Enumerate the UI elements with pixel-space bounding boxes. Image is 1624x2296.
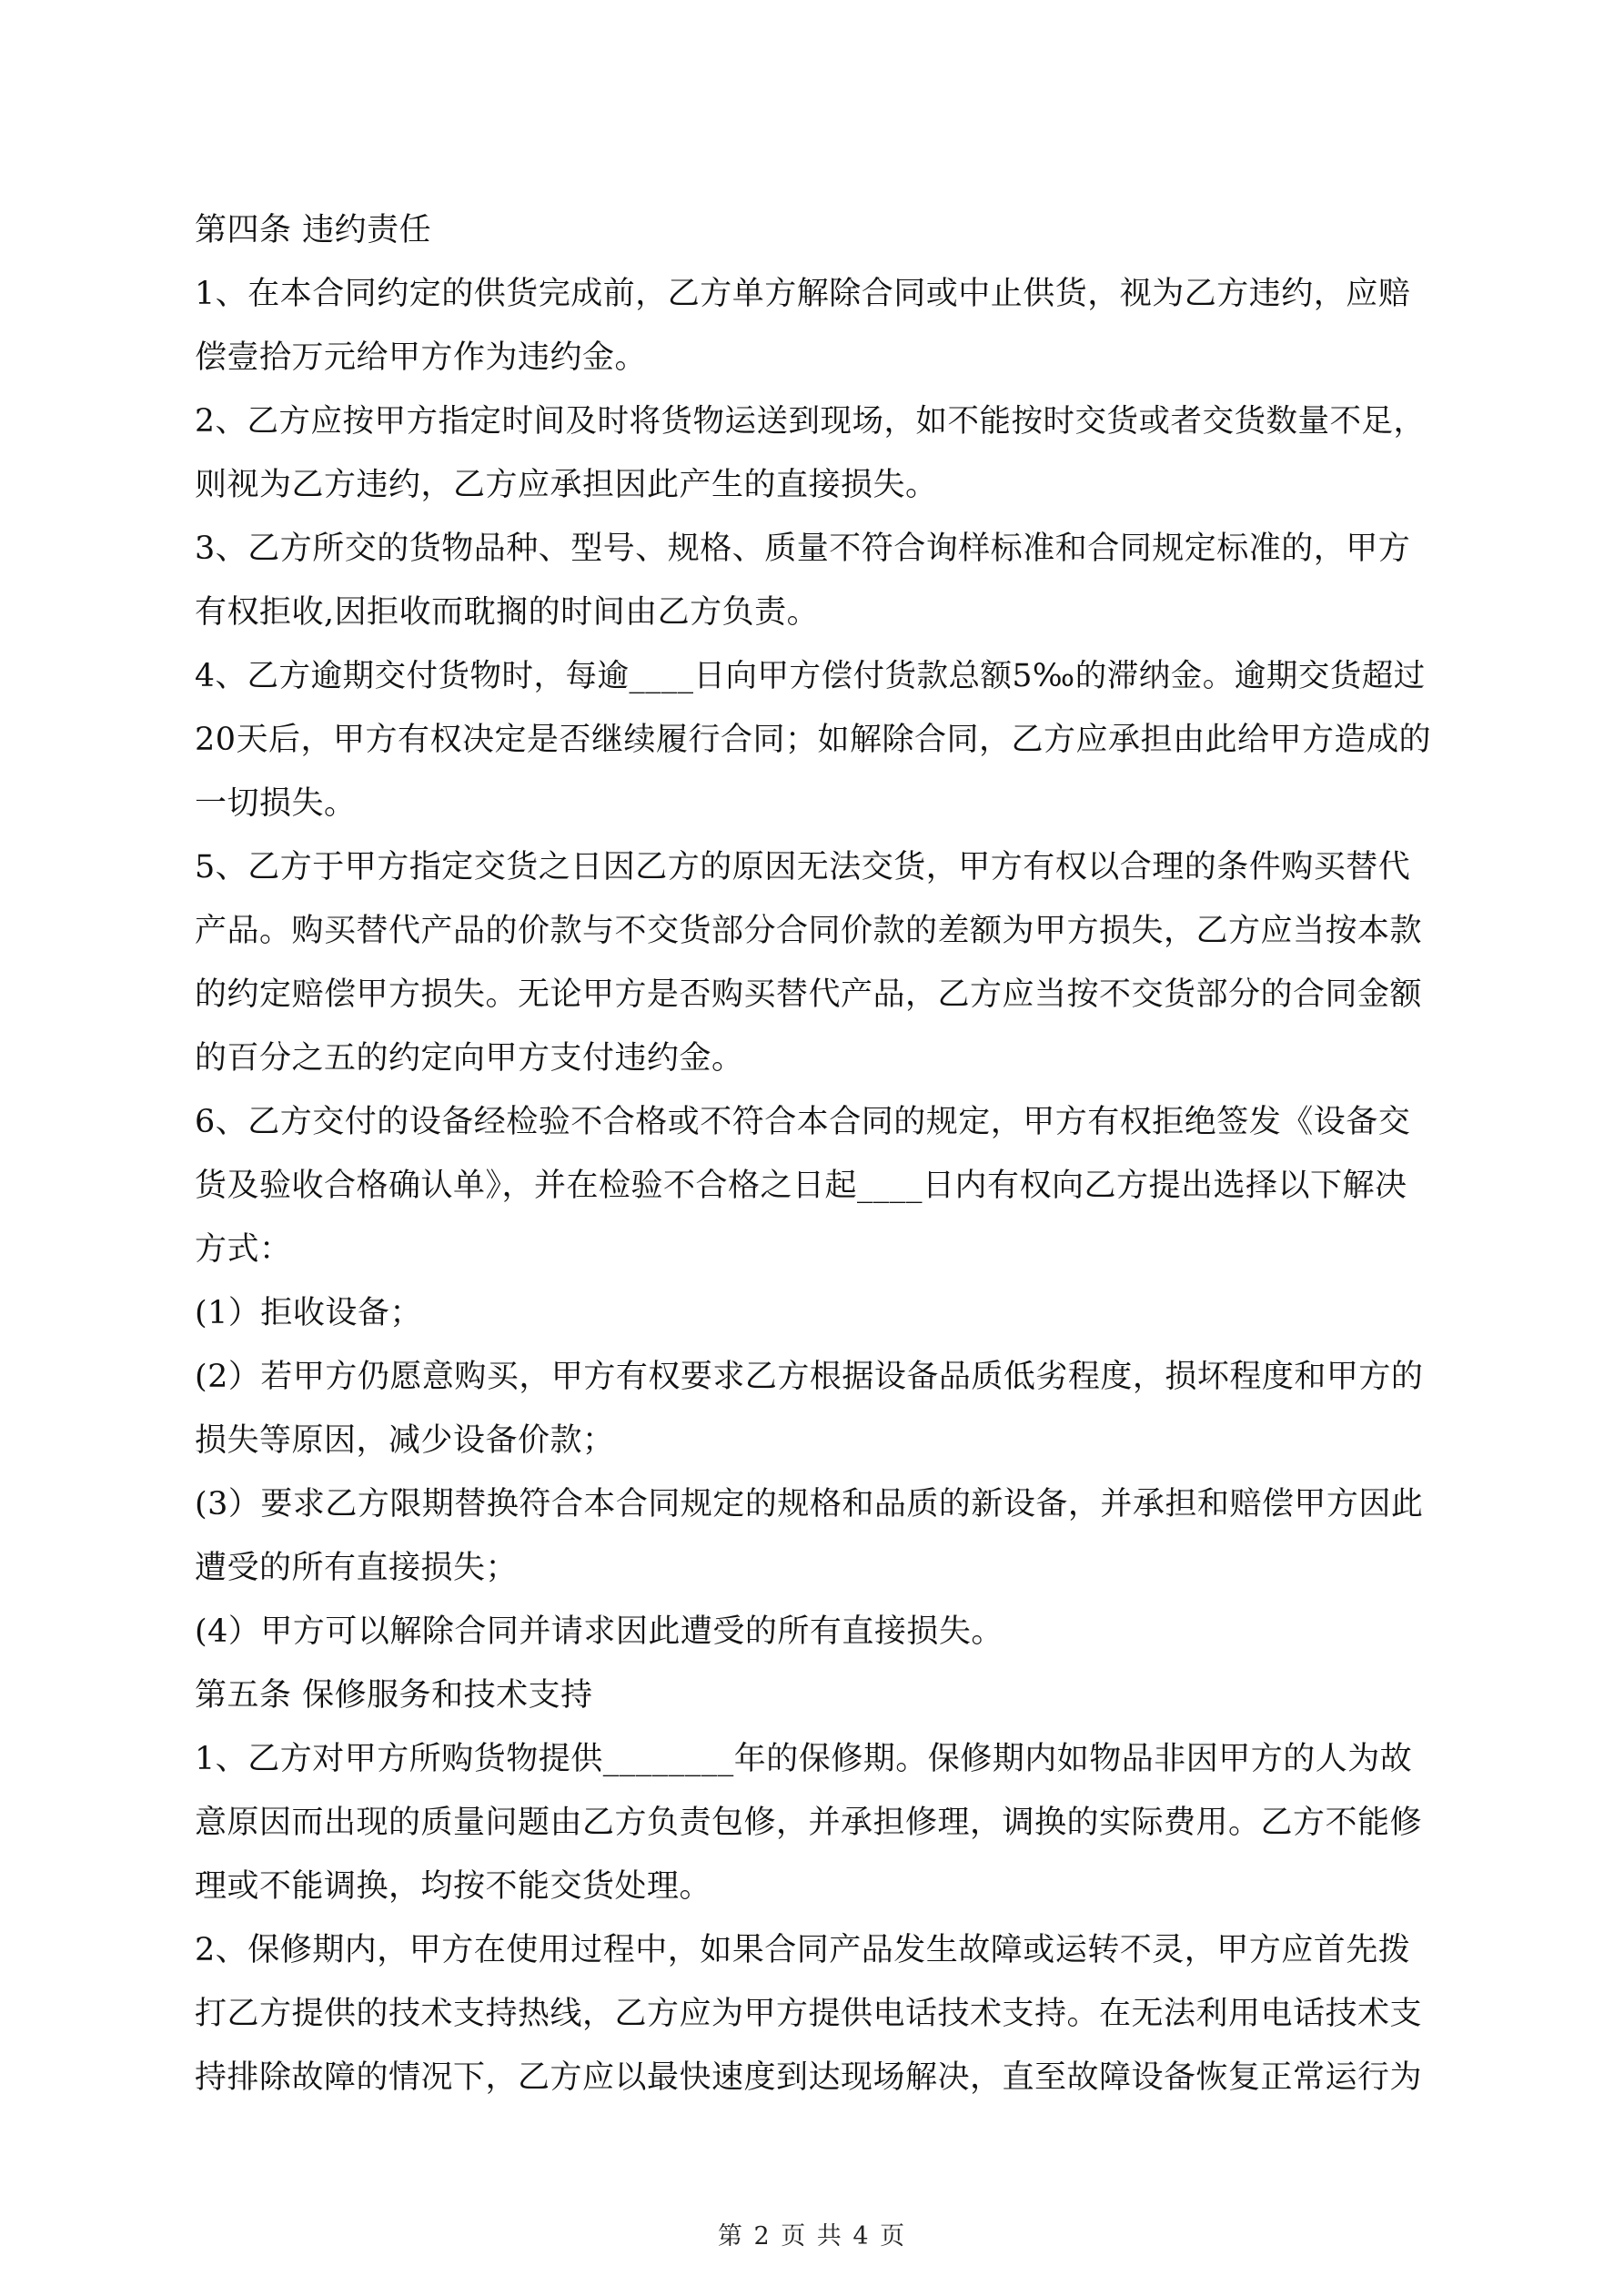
text-line: 打乙方提供的技术支持热线，乙方应为甲方提供电话技术支持。在无法利用电话技术支 — [195, 1996, 1423, 2032]
document-body — [195, 198, 1432, 2109]
text-line: 1、乙方对甲方所购货物提供________年的保修期。保修期内如物品非因甲方的人为故 — [195, 1741, 1413, 1777]
text-line: (2）若甲方仍愿意购买，甲方有权要求乙方根据设备品质低劣程度，损坏程度和甲方的 — [195, 1359, 1424, 1395]
text-line: 偿壹拾万元给甲方作为违约金。 — [195, 339, 648, 376]
text-line: 则视为乙方违约，乙方应承担因此产生的直接损失。 — [195, 467, 938, 503]
text-line: 5、乙方于甲方指定交货之日因乙方的原因无法交货，甲方有权以合理的条件购买替代 — [195, 849, 1411, 885]
text-line: (4）甲方可以解除合同并请求因此遭受的所有直接损失。 — [195, 1613, 1004, 1650]
text-line: 货及验收合格确认单》，并在检验不合格之日起____日内有权向乙方提出选择以下解决 — [195, 1168, 1407, 1204]
text-line: 2、保修期内，甲方在使用过程中，如果合同产品发生故障或运转不灵，甲方应首先拨 — [195, 1932, 1411, 1968]
text-line: 有权拒收,因拒收而耽搁的时间由乙方负责。 — [195, 594, 820, 631]
text-line: 一切损失。 — [195, 785, 357, 822]
text-line: 20天后，甲方有权决定是否继续履行合同；如解除合同，乙方应承担由此给甲方造成的 — [195, 722, 1432, 758]
text-line: 意原因而出现的质量问题由乙方负责包修，并承担修理，调换的实际费用。乙方不能修 — [195, 1805, 1423, 1841]
text-line: (3）要求乙方限期替换符合本合同规定的规格和品质的新设备，并承担和赔偿甲方因此 — [195, 1486, 1424, 1522]
text-line: 理或不能调换，均按不能交货处理。 — [195, 1868, 712, 1905]
text-line: 4、乙方逾期交付货物时，每逾____日向甲方偿付货款总额5‰的滞纳金。逾期交货超过 — [195, 658, 1426, 694]
text-line: 的百分之五的约定向甲方支付违约金。 — [195, 1040, 744, 1077]
text-line: 方式： — [195, 1231, 292, 1268]
text-line: (1）拒收设备； — [195, 1295, 422, 1331]
text-line: 6、乙方交付的设备经检验不合格或不符合本合同的规定，甲方有权拒绝签发《设备交 — [195, 1104, 1411, 1140]
text-line: 3、乙方所交的货物品种、型号、规格、质量不符合询样标准和合同规定标准的，甲方 — [195, 531, 1411, 567]
section-heading: 第四条 违约责任 — [195, 212, 432, 248]
text-line: 2、乙方应按甲方指定时间及时将货物运送到现场，如不能按时交货或者交货数量不足， — [195, 403, 1426, 440]
text-line: 的约定赔偿甲方损失。无论甲方是否购买替代产品，乙方应当按不交货部分的合同金额 — [195, 976, 1423, 1013]
text-line: 遭受的所有直接损失； — [195, 1550, 519, 1586]
text-line: 持排除故障的情况下，乙方应以最快速度到达现场解决，直至故障设备恢复正常运行为 — [195, 2059, 1423, 2096]
text-line: 产品。购买替代产品的价款与不交货部分合同价款的差额为甲方损失，乙方应当按本款 — [195, 913, 1423, 949]
text-line: 损失等原因，减少设备价款； — [195, 1422, 615, 1459]
section-heading: 第五条 保修服务和技术支持 — [195, 1677, 593, 1714]
text-line: 1、在本合同约定的供货完成前，乙方单方解除合同或中止供货，视为乙方违约，应赔 — [195, 276, 1411, 312]
page-number-footer: 第 2 页 共 4 页 — [717, 2222, 907, 2250]
